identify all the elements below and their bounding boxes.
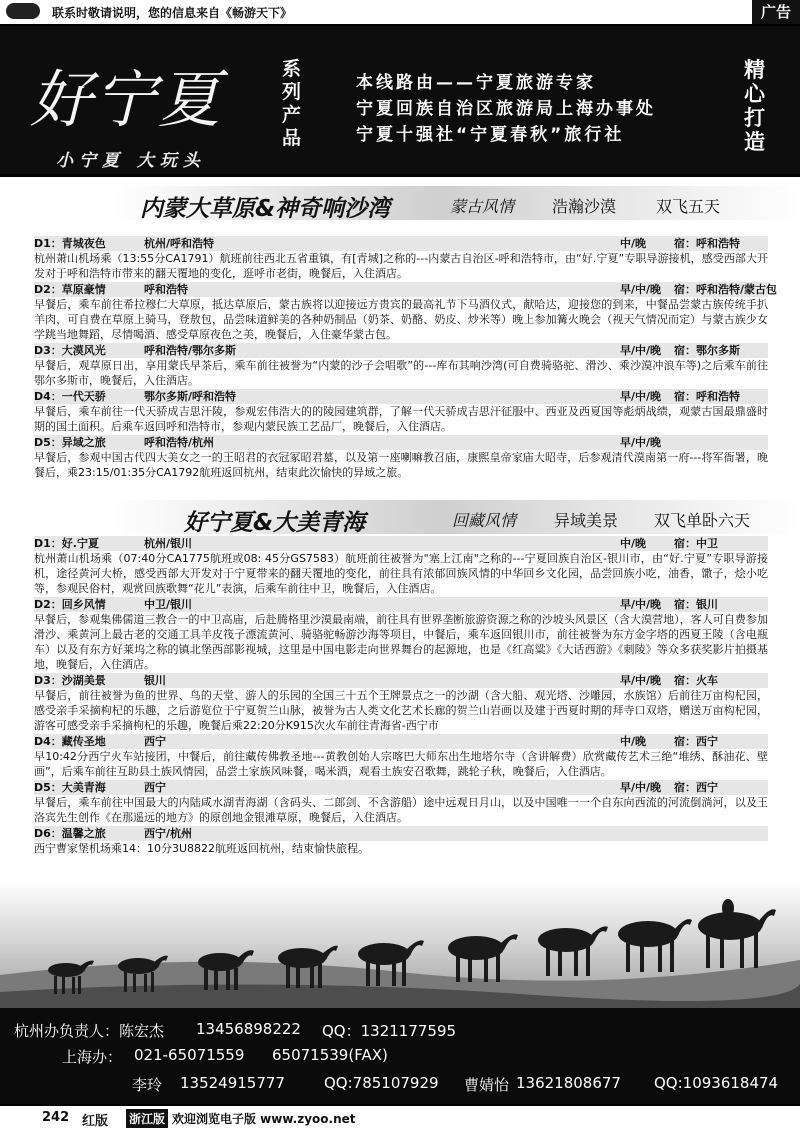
day-name: D4：藏传圣地: [34, 735, 106, 748]
day-stay: 宿：呼和浩特: [674, 390, 740, 403]
day-header: [34, 780, 768, 795]
brand-title: 好宁夏: [30, 63, 223, 136]
day-header: [34, 282, 778, 297]
itinerary-day: [34, 435, 768, 480]
day-header: [34, 343, 768, 358]
day-description: 杭州萧山机场乘（07:40分CA1775航班或08: 45分GS7583）航班前往被誉为"塞上江南"之称的---宁夏回族自治区-银川市，由“好.宁夏”专职导游接机，途径黄河大桥，感受西部大开发对于宁夏带来的翻天覆地的变化，前往具有浓郁回族风情的中华回乡文化园，品尝回族小吃，油香，馓子，烩小吃等，参观民俗村，观赏回族歌舞“花儿”表演，后乘车前往中卫，晚餐后，入住酒店。: [34, 552, 768, 595]
day-meals: 早/中/晚: [620, 436, 662, 449]
day-place: 中卫/银川: [144, 598, 193, 611]
day-meals: 中/晚: [620, 537, 647, 550]
day-place: 杭州/呼和浩特: [144, 237, 215, 250]
day-name: D6：温馨之旅: [34, 827, 106, 840]
edition-label: 红版: [82, 1114, 109, 1129]
contact-phone: 13621808677: [516, 1074, 621, 1092]
itinerary-day: [34, 282, 778, 342]
source-notice: 联系时敬请说明，您的信息来自《畅游天下》: [52, 6, 293, 20]
day-description: 早餐后，乘车前往一代天骄成吉思汗陵，参观宏伟浩大的的陵园建筑群，了解一代天骄成吉思汗征服中、西亚及西夏国等彪炳战绩，观蒙古国最鼎盛时期的国土面积。后乘车返回呼和浩特市，参观内蒙民族工艺品厂，晚餐后，入住酒店。: [34, 405, 768, 433]
day-description: 早餐后，前往被誉为鱼的世界、鸟的天堂、游人的乐园的全国三十五个王牌景点之一的沙湖（含大船、观光塔、沙雕园，水族馆）后前往万亩构杞园，感受亲手采摘枸杞的乐趣，之后游览位于宁夏贺兰山脉，被誉为古人类文化艺术长廊的贺兰山岩画以及建于西夏时期的拜寺口双塔，赠送万亩构杞园，游客可感受亲手采摘枸杞的乐趣，晚餐后乘22:20分K915次火车前往青海省-西宁市: [34, 689, 768, 732]
page-footer: [0, 1104, 800, 1129]
route2-duration: 双飞单卧六天: [654, 511, 751, 530]
day-header: [34, 734, 768, 749]
day-description: 早餐后，观草原日出，享用蒙氏早茶后，乘车前往被誉为“内蒙的沙子会唱歌”的---库布其响沙湾(可自费骑骆驼、滑沙、乘沙漠冲浪车等)之后乘车前往鄂尔多斯市，晚餐后，入住酒店。: [34, 359, 768, 387]
itinerary-day: [34, 389, 768, 434]
route1-itinerary: [34, 236, 778, 481]
operator-line: 本线路由——宁夏旅游专家: [356, 73, 596, 93]
day-description: 早10:42分西宁火车站接团，中餐后，前往藏传佛教圣地---黄教创始人宗喀巴大师东出生地塔尔寺（含讲解费）欣赏藏传艺术三绝“堆绣、酥油花、壁画”，后乘车前往互助县土族风情园，品尝土家族风味餐，喝米酒，观看土族安召歌舞，跳轮子秋，晚餐后，入住酒店。: [34, 750, 768, 778]
route2-tag: 异域美景: [554, 511, 619, 530]
contact-block: [0, 1008, 800, 1104]
day-stay: 宿：鄂尔多斯: [674, 344, 740, 357]
operator-lines: [356, 70, 656, 148]
desert-dunes-illustration: [0, 880, 800, 1010]
day-header: [34, 536, 768, 551]
day-name: D2：草原豪情: [34, 283, 106, 296]
day-place: 呼和浩特: [144, 283, 188, 296]
day-name: D1：青城夜色: [34, 237, 106, 250]
route2-title-bar: [0, 500, 800, 534]
top-bar: [0, 0, 800, 26]
day-name: D4：一代天骄: [34, 390, 106, 403]
day-meals: 早/中/晚: [620, 781, 662, 794]
day-place: 鄂尔多斯/呼和浩特: [144, 390, 237, 403]
day-place: 西宁/杭州: [144, 827, 193, 840]
itinerary-day: [34, 734, 768, 779]
itinerary-day: [34, 536, 768, 596]
day-header: [34, 389, 768, 404]
day-name: D3：大漠风光: [34, 344, 106, 357]
page-number: 242: [42, 1110, 70, 1125]
day-header: [34, 435, 768, 450]
itinerary-day: [34, 343, 768, 388]
route2-itinerary: [34, 536, 768, 857]
day-header: [34, 236, 768, 251]
day-place: 呼和浩特/鄂尔多斯: [144, 344, 237, 357]
route1-title-bar: [0, 186, 800, 220]
day-meals: 早/中/晚: [620, 283, 662, 296]
contact-qq: QQ:785107929: [324, 1074, 439, 1092]
day-place: 西宁: [144, 735, 166, 748]
day-meals: 中/晚: [620, 237, 647, 250]
hz-office-contact: 杭州办负责人：陈宏杰: [14, 1022, 165, 1040]
website-link[interactable]: 欢迎浏览电子版 www.zyoo.net: [172, 1112, 356, 1126]
day-meals: 早/中/晚: [620, 344, 662, 357]
day-header: [34, 826, 768, 841]
route2-tag: 回藏风情: [452, 511, 517, 530]
day-stay: 宿：西宁: [674, 735, 718, 748]
route1-title: 内蒙大草原&神奇响沙湾: [140, 196, 391, 222]
series-label: 系列产品: [282, 58, 302, 149]
brand-block: [30, 50, 270, 171]
hz-office-phone: 13456898222: [196, 1020, 301, 1038]
day-stay: 宿：呼和浩特: [674, 237, 740, 250]
day-meals: 早/中/晚: [620, 674, 662, 687]
day-description: 早餐后，参观中国古代四大美女之一的王昭君的衣冠冢昭君墓，以及第一座喇嘛教召庙，康熙皇帝家庙大昭寺，后参观清代漠南第一府---将军衙署，晚餐后，乘23:15/01:35分CA1792航班返回杭州，结束此次愉快的异域之旅。: [34, 451, 768, 479]
day-description: 早餐后，乘车前往希拉穆仁大草原，抵达草原后，蒙古族将以迎接远方贵宾的最高礼节下马酒仪式，献哈达，迎接您的到来，中餐品尝蒙古族传统手扒羊肉，可自费在草原上骑马，登敖包，品尝味道鲜美的各种奶制品（奶茶、奶酪、奶皮、炒米等）晚上参加篝火晚会（视天气情况而定）与蒙古族少女学跳当地舞蹈，尽情喝酒、感受草原夜色之美，晚餐后，入住豪华蒙古包。: [34, 298, 768, 341]
route1-tag: 浩瀚沙漠: [552, 197, 617, 216]
day-meals: 中/晚: [620, 735, 647, 748]
day-header: [34, 673, 768, 688]
header-banner: [0, 26, 800, 174]
publication-logo: [6, 3, 40, 19]
operator-line: 宁夏回族自治区旅游局上海办事处: [356, 99, 656, 119]
day-description: 早餐后，乘车前往中国最大的内陆咸水湖青海湖（含码头、二郎剑、不含游船）途中远观日月山，以及中国唯一一个自东向西流的河流倒淌河，以及王洛宾先生创作《在那遥远的地方》的原创地金银滩草原，晚餐后，入住酒店。: [34, 796, 768, 824]
itinerary-day: [34, 673, 768, 733]
day-place: 呼和浩特/杭州: [144, 436, 215, 449]
day-stay: 宿：西宁: [674, 781, 718, 794]
sh-office-fax: 65071539(FAX): [272, 1046, 388, 1064]
day-place: 银川: [144, 674, 166, 687]
day-name: D3：沙湖美景: [34, 674, 106, 687]
day-header: [34, 597, 768, 612]
divider: [0, 174, 800, 177]
crafted-label: 精心打造: [744, 58, 765, 154]
day-stay: 宿：火车: [674, 674, 718, 687]
day-name: D2：回乡风情: [34, 598, 106, 611]
day-description: 杭州萧山机场乘（13:55分CA1791）航班前往西北五省重镇，有[青城]之称的---内蒙古自治区-呼和浩特市，由“好.宁夏”专职导游接机，感受西部大开发对于呼和浩特市带来的翻天覆地的变化，逛呼市老街，晚餐后，入住酒店。: [34, 252, 768, 280]
day-place: 杭州/银川: [144, 537, 193, 550]
day-place: 西宁: [144, 781, 166, 794]
route1-duration: 双飞五天: [656, 197, 721, 216]
day-name: D5：大美青海: [34, 781, 106, 794]
hz-office-qq: QQ：1321177595: [322, 1022, 457, 1040]
day-stay: 宿：中卫: [674, 537, 718, 550]
province-edition-badge: 浙江版: [126, 1109, 168, 1128]
ad-label: 广告: [752, 0, 800, 24]
day-stay: 宿：呼和浩特/蒙古包: [674, 283, 778, 296]
contact-name: 李玲: [132, 1076, 163, 1094]
operator-line: 宁夏十强社“宁夏春秋”旅行社: [356, 125, 625, 145]
itinerary-day: [34, 597, 768, 672]
day-meals: 早/中/晚: [620, 598, 662, 611]
itinerary-day: [34, 236, 768, 281]
contact-qq: QQ:1093618474: [654, 1074, 779, 1092]
sh-office-phone: 021-65071559: [134, 1046, 245, 1064]
camel-caravan-image: [0, 880, 800, 1010]
day-name: D1：好.宁夏: [34, 537, 99, 550]
day-name: D5：异域之旅: [34, 436, 106, 449]
day-description: 早餐后，参观集佛儒道三教合一的中卫高庙，后赴腾格里沙漠最南端，前往具有世界垄断旅游资源之称的沙坡头风景区（含大漠营地），客人可自费参加滑沙、乘黄河上最古老的交通工具羊皮筏子漂流黄河、骑骆驼畅游沙海等项目，中餐后，乘车返回银川市，前往被誉为东方金字塔的西夏王陵（含电瓶车）以及有东方好莱坞之称的镇北堡西部影视城，这里是中国电影走向世界舞台的起源地，也是《红高粱》《大话西游》《刺陵》等众多获奖影片拍摄基地，晚餐后，入住酒店。: [34, 613, 768, 671]
itinerary-day: [34, 780, 768, 825]
sh-office-label: 上海办：: [62, 1048, 123, 1066]
day-meals: 早/中/晚: [620, 390, 662, 403]
itinerary-day: [34, 826, 768, 856]
route2-title: 好宁夏&大美青海: [184, 510, 366, 536]
route1-tag: 蒙古风情: [450, 197, 515, 216]
day-stay: 宿：银川: [674, 598, 718, 611]
day-description: 西宁曹家堡机场乘14：10分3U8822航班返回杭州，结束愉快旅程。: [34, 842, 370, 855]
contact-phone: 13524915777: [180, 1074, 285, 1092]
brand-slogan: 小宁夏 大玩头: [56, 151, 206, 171]
contact-name: 曹婧怡: [464, 1076, 510, 1094]
